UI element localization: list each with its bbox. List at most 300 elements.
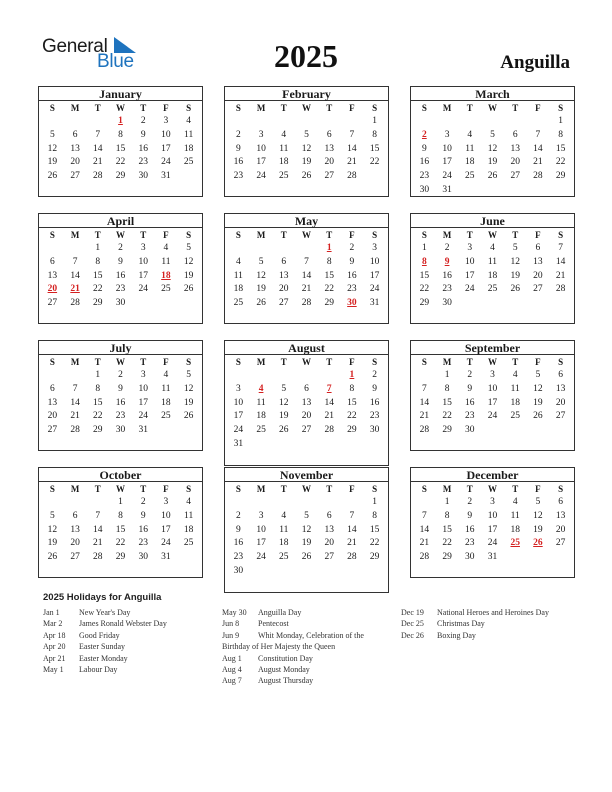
day-number: 1 [118, 497, 123, 507]
day-number: 4 [186, 497, 191, 507]
day-number: 17 [161, 143, 171, 154]
day-number: 21 [555, 270, 566, 281]
day-number: 2 [349, 243, 355, 253]
day-number: 7 [349, 510, 355, 521]
day-number: 14 [347, 143, 357, 154]
day-number: 25 [183, 157, 194, 168]
day-number: 26 [301, 552, 312, 563]
empty-day [227, 115, 250, 129]
day-number: 14 [533, 143, 543, 154]
day-number: 26 [183, 411, 194, 422]
day-number: 28 [347, 552, 357, 563]
day-number: 8 [372, 129, 377, 140]
empty-day [458, 115, 481, 129]
empty-day [64, 115, 87, 129]
day-number: 6 [49, 383, 55, 394]
month-november [224, 467, 389, 593]
weekday-label: T [140, 103, 147, 113]
holiday-item [401, 618, 549, 629]
weekday-label: T [466, 357, 473, 367]
day-number: 6 [512, 129, 518, 140]
empty-day [227, 496, 250, 510]
day-number: 27 [70, 552, 80, 563]
day-number: 1 [372, 497, 377, 507]
holiday-name: New Year's Day [79, 608, 131, 617]
day-number: 13 [70, 524, 80, 535]
day-number: 24 [233, 425, 244, 436]
weekday-label: S [235, 484, 241, 494]
day-number: 30 [465, 425, 475, 436]
day-number: 29 [419, 298, 430, 309]
logo-general-text: General [42, 36, 108, 57]
day-number: 7 [72, 256, 78, 267]
weekday-label: S [372, 230, 378, 240]
holiday-date: Dec 26 [401, 630, 424, 640]
day-number: 7 [535, 129, 541, 140]
holiday-day: 26 [533, 538, 543, 549]
day-number: 20 [279, 284, 289, 295]
holiday-item [401, 630, 549, 641]
day-number: 23 [115, 411, 126, 422]
empty-day [272, 115, 295, 129]
day-number: 21 [347, 538, 357, 549]
day-number: 24 [161, 157, 171, 168]
holiday-date: Dec 19 [401, 608, 424, 617]
day-number: 19 [47, 157, 58, 168]
day-number: 3 [163, 116, 169, 126]
day-grid [411, 228, 574, 315]
day-number: 14 [93, 524, 103, 535]
weekday-label: S [421, 103, 427, 113]
day-number: 21 [419, 538, 430, 549]
weekday-label: T [326, 484, 333, 494]
day-number: 30 [115, 425, 126, 436]
weekday-label: T [512, 484, 519, 494]
day-number: 1 [95, 370, 101, 380]
weekday-label: S [186, 484, 192, 494]
year-title: 2025 [274, 38, 338, 74]
weekday-label: T [466, 103, 473, 113]
day-number: 31 [233, 438, 244, 449]
day-number: 11 [161, 256, 171, 267]
holiday-date: May 30 [222, 608, 247, 617]
day-number: 7 [558, 243, 563, 253]
day-number: 22 [369, 538, 380, 549]
weekday-label: T [140, 484, 147, 494]
day-number: 15 [93, 270, 103, 281]
day-number: 19 [487, 157, 498, 168]
holiday-item [401, 607, 549, 618]
day-number: 3 [490, 497, 495, 507]
weekday-label: M [442, 230, 452, 240]
day-number: 6 [72, 129, 78, 140]
day-number: 14 [347, 524, 357, 535]
day-number: 2 [235, 510, 241, 521]
empty-day [250, 496, 273, 510]
day-number: 18 [161, 397, 171, 408]
day-number: 28 [93, 171, 103, 182]
day-number: 30 [138, 171, 148, 182]
day-number: 14 [324, 397, 334, 408]
day-number: 21 [93, 538, 103, 549]
day-number: 13 [301, 397, 312, 408]
day-number: 9 [118, 383, 123, 394]
day-number: 22 [93, 284, 103, 295]
weekday-label: W [115, 484, 125, 494]
holiday-date: May 1 [43, 664, 64, 674]
day-number: 29 [115, 552, 126, 563]
weekday-label: S [235, 357, 241, 367]
day-number: 27 [301, 425, 312, 436]
holidays-title: 2025 Holidays for Anguilla [43, 592, 162, 603]
day-grid [411, 482, 574, 569]
day-number: 30 [442, 298, 452, 309]
day-number: 29 [442, 425, 452, 436]
day-number: 23 [233, 552, 244, 563]
day-number: 10 [138, 256, 148, 267]
month-august [224, 340, 389, 466]
day-number: 13 [47, 270, 58, 281]
day-number: 16 [419, 157, 430, 168]
day-number: 22 [115, 157, 126, 168]
day-number: 3 [467, 243, 473, 253]
day-number: 21 [347, 157, 357, 168]
day-number: 28 [347, 171, 357, 182]
day-number: 8 [326, 256, 332, 267]
day-number: 9 [349, 256, 355, 267]
day-number: 10 [487, 510, 498, 521]
day-number: 3 [258, 510, 264, 521]
day-number: 3 [163, 497, 169, 507]
day-number: 11 [279, 143, 289, 154]
day-number: 25 [487, 284, 498, 295]
day-number: 12 [279, 397, 289, 408]
day-number: 7 [304, 256, 309, 267]
day-number: 16 [347, 270, 357, 281]
holiday-item [43, 618, 167, 629]
holiday-date: Mar 2 [43, 619, 63, 629]
day-number: 27 [324, 552, 334, 563]
day-number: 20 [510, 157, 520, 168]
holiday-day: 30 [347, 298, 357, 309]
weekday-label: W [115, 230, 125, 240]
empty-day [227, 242, 250, 256]
day-number: 12 [487, 143, 498, 154]
day-number: 20 [533, 270, 543, 281]
day-number: 5 [186, 370, 191, 380]
day-number: 28 [324, 425, 334, 436]
empty-day [318, 115, 341, 129]
day-number: 17 [442, 157, 452, 168]
holiday-column [401, 607, 549, 641]
weekday-label: T [140, 357, 147, 367]
day-number: 4 [235, 256, 241, 267]
holiday-name: Whit Monday, Celebration of the [258, 630, 364, 640]
day-number: 7 [95, 129, 101, 140]
empty-day [341, 115, 364, 129]
day-number: 24 [442, 171, 452, 182]
holiday-day: 2 [421, 129, 427, 140]
weekday-label: M [256, 230, 266, 240]
day-number: 24 [465, 284, 475, 295]
weekday-label: S [49, 230, 55, 240]
day-number: 17 [138, 397, 148, 408]
day-number: 8 [372, 510, 377, 521]
day-number: 23 [115, 284, 126, 295]
day-number: 28 [93, 552, 103, 563]
day-number: 12 [256, 270, 266, 281]
day-number: 19 [47, 538, 58, 549]
weekday-label: T [94, 230, 101, 240]
weekday-label: F [163, 103, 169, 113]
day-grid [39, 355, 202, 442]
day-number: 31 [138, 425, 148, 436]
day-number: 18 [487, 270, 498, 281]
month-name: March [411, 87, 574, 101]
weekday-label: S [372, 484, 378, 494]
holiday-name: Christmas Day [437, 619, 485, 629]
day-number: 1 [558, 116, 563, 126]
day-number: 15 [347, 397, 357, 408]
holiday-day: 25 [510, 538, 520, 549]
empty-day [413, 369, 436, 383]
day-number: 1 [444, 370, 450, 380]
day-number: 3 [140, 370, 146, 380]
day-number: 8 [558, 129, 563, 140]
day-number: 10 [161, 129, 171, 140]
day-number: 18 [465, 157, 475, 168]
day-number: 11 [510, 510, 520, 521]
day-number: 9 [235, 143, 241, 154]
day-number: 30 [369, 425, 380, 436]
month-may [224, 213, 389, 324]
day-number: 18 [183, 524, 194, 535]
weekday-label: M [442, 357, 452, 367]
month-december [410, 467, 575, 578]
day-number: 20 [70, 538, 80, 549]
day-number: 24 [138, 284, 148, 295]
day-number: 23 [347, 284, 357, 295]
day-number: 9 [140, 510, 146, 521]
weekday-label: M [70, 230, 80, 240]
empty-day [41, 242, 64, 256]
empty-day [413, 496, 436, 510]
month-january [38, 86, 203, 197]
holiday-item [222, 675, 364, 686]
day-number: 12 [183, 383, 194, 394]
day-number: 8 [95, 383, 101, 394]
day-number: 25 [161, 411, 171, 422]
day-number: 24 [369, 284, 380, 295]
day-number: 11 [487, 256, 498, 267]
day-number: 2 [118, 243, 123, 253]
day-number: 25 [161, 284, 171, 295]
day-number: 5 [535, 497, 541, 507]
day-number: 23 [138, 538, 148, 549]
day-number: 21 [324, 411, 334, 422]
weekday-label: S [421, 230, 427, 240]
holiday-name: James Ronald Webster Day [79, 619, 167, 629]
weekday-label: S [558, 484, 564, 494]
day-number: 14 [70, 270, 80, 281]
day-number: 25 [279, 171, 289, 182]
weekday-label: S [186, 357, 192, 367]
country-name: Anguilla [500, 52, 570, 73]
day-number: 10 [161, 510, 171, 521]
empty-day [41, 369, 64, 383]
day-number: 13 [70, 143, 80, 154]
day-number: 26 [301, 171, 312, 182]
day-number: 20 [47, 411, 58, 422]
weekday-label: T [280, 484, 287, 494]
day-number: 20 [70, 157, 80, 168]
day-number: 25 [279, 552, 289, 563]
weekday-label: W [487, 103, 497, 113]
day-number: 28 [419, 425, 430, 436]
day-number: 31 [442, 184, 452, 195]
day-number: 2 [372, 370, 377, 380]
day-grid [411, 101, 574, 202]
day-number: 26 [279, 425, 289, 436]
day-number: 1 [372, 116, 377, 126]
weekday-label: F [535, 484, 541, 494]
day-number: 15 [442, 397, 452, 408]
day-number: 14 [70, 397, 80, 408]
day-number: 27 [510, 171, 520, 182]
day-number: 6 [535, 243, 541, 253]
day-number: 9 [372, 383, 377, 394]
empty-day [86, 115, 109, 129]
day-number: 19 [301, 538, 312, 549]
day-number: 9 [118, 256, 123, 267]
day-number: 19 [533, 397, 543, 408]
weekday-label: W [487, 357, 497, 367]
empty-day [341, 496, 364, 510]
day-number: 4 [467, 129, 473, 140]
weekday-label: S [421, 357, 427, 367]
day-number: 11 [510, 383, 520, 394]
day-number: 9 [421, 143, 427, 154]
day-number: 19 [183, 397, 194, 408]
weekday-label: S [421, 484, 427, 494]
day-number: 28 [70, 425, 80, 436]
month-july [38, 340, 203, 451]
empty-day [318, 369, 341, 383]
day-number: 11 [256, 397, 266, 408]
day-number: 26 [183, 284, 194, 295]
day-number: 10 [442, 143, 452, 154]
day-number: 4 [163, 243, 169, 253]
empty-day [481, 115, 504, 129]
day-grid [411, 355, 574, 442]
day-number: 6 [326, 510, 332, 521]
day-grid [39, 228, 202, 315]
day-number: 11 [233, 270, 243, 281]
weekday-label: M [70, 484, 80, 494]
weekday-label: F [349, 357, 355, 367]
day-number: 10 [465, 256, 475, 267]
day-number: 15 [555, 143, 566, 154]
weekday-label: S [49, 357, 55, 367]
day-number: 29 [115, 171, 126, 182]
day-number: 19 [256, 284, 266, 295]
day-number: 23 [442, 284, 452, 295]
weekday-label: W [487, 230, 497, 240]
weekday-label: W [301, 357, 311, 367]
day-number: 22 [419, 284, 430, 295]
weekday-label: S [558, 357, 564, 367]
day-number: 23 [369, 411, 380, 422]
holiday-item [222, 664, 364, 675]
weekday-label: M [70, 103, 80, 113]
day-number: 6 [281, 256, 287, 267]
day-number: 18 [183, 143, 194, 154]
empty-day [41, 115, 64, 129]
day-number: 22 [115, 538, 126, 549]
day-number: 14 [301, 270, 312, 281]
holiday-date: Jun 8 [222, 619, 240, 629]
empty-day [504, 115, 527, 129]
weekday-label: F [535, 230, 541, 240]
holiday-item [43, 653, 167, 664]
day-number: 5 [304, 510, 309, 521]
day-number: 11 [279, 524, 289, 535]
empty-day [295, 242, 318, 256]
holiday-name: Labour Day [79, 664, 118, 674]
empty-day [250, 115, 273, 129]
day-number: 10 [256, 143, 266, 154]
day-number: 24 [138, 411, 148, 422]
weekday-label: T [512, 103, 519, 113]
holiday-column [43, 607, 167, 675]
day-number: 30 [233, 565, 244, 576]
month-name: November [225, 468, 388, 482]
holiday-item [43, 664, 167, 675]
day-number: 12 [510, 256, 520, 267]
holiday-item [222, 630, 364, 641]
day-number: 26 [256, 298, 266, 309]
weekday-label: W [301, 484, 311, 494]
weekday-label: F [349, 484, 355, 494]
weekday-label: S [235, 230, 241, 240]
weekday-label: W [115, 103, 125, 113]
day-number: 20 [324, 157, 334, 168]
holiday-name: Constitution Day [258, 653, 313, 663]
day-number: 10 [233, 397, 244, 408]
weekday-label: F [535, 357, 541, 367]
day-number: 19 [183, 270, 194, 281]
day-number: 12 [47, 524, 58, 535]
holiday-date: Apr 21 [43, 653, 66, 663]
holiday-day: 7 [326, 383, 332, 394]
day-number: 17 [487, 397, 498, 408]
day-number: 10 [369, 256, 380, 267]
weekday-label: T [94, 484, 101, 494]
weekday-label: M [70, 357, 80, 367]
day-number: 18 [256, 411, 266, 422]
empty-day [295, 115, 318, 129]
day-number: 20 [301, 411, 312, 422]
day-number: 9 [467, 383, 473, 394]
holiday-name-continued: Birthday of Her Majesty the Queen [222, 642, 336, 652]
day-number: 13 [279, 270, 289, 281]
day-number: 14 [93, 143, 103, 154]
holiday-day: 1 [349, 370, 355, 380]
holiday-item [222, 607, 364, 618]
weekday-label: S [372, 357, 378, 367]
empty-day [227, 369, 250, 383]
weekday-label: M [256, 484, 266, 494]
